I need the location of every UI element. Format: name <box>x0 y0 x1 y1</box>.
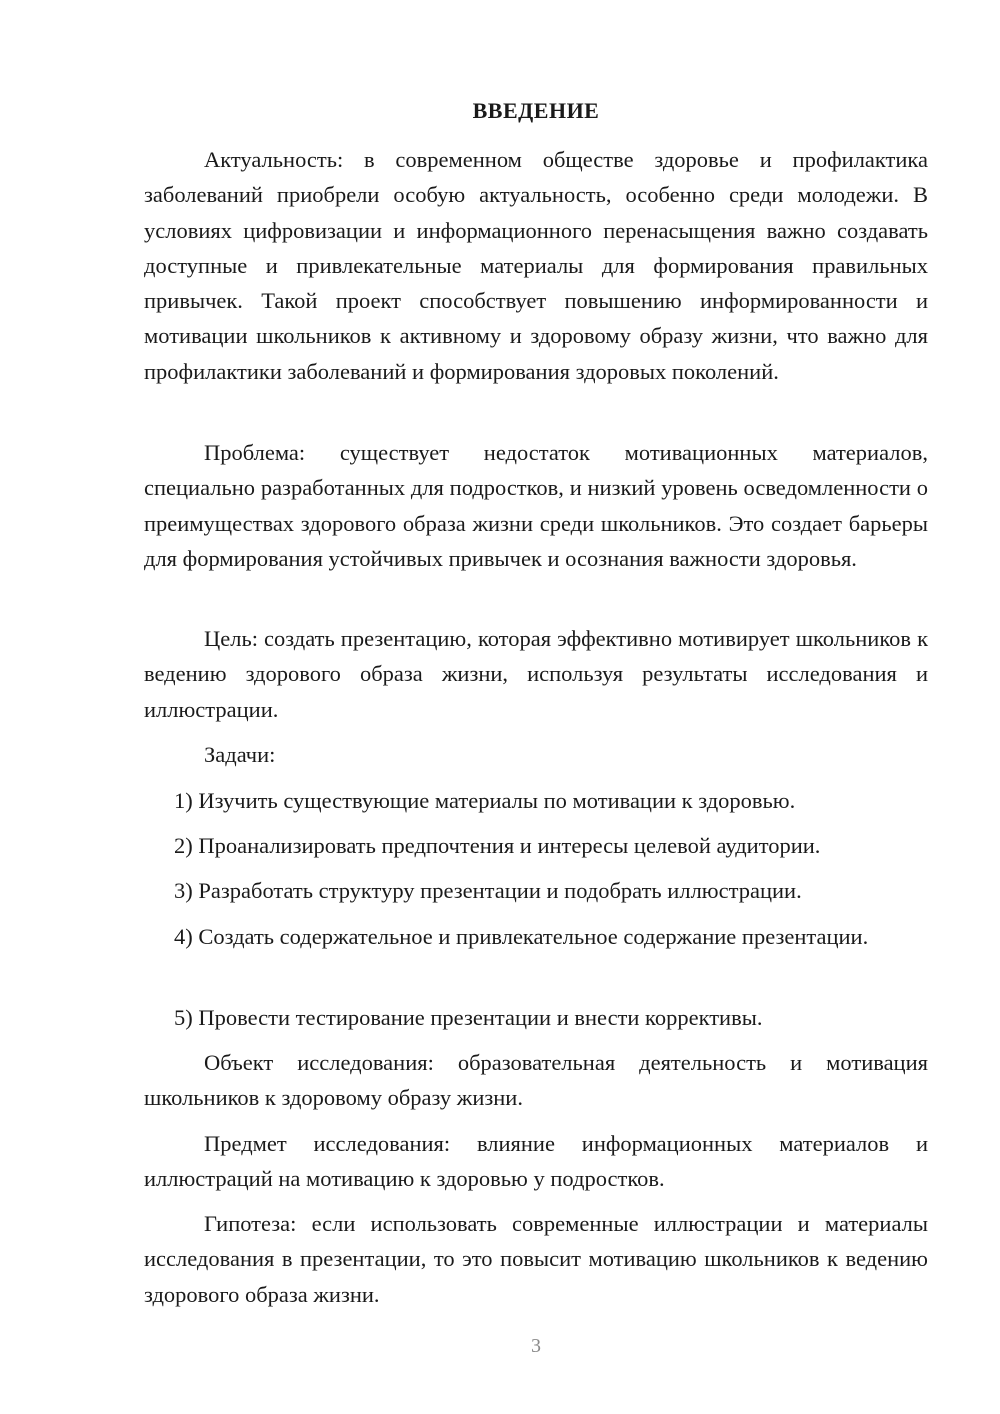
paragraph-hypothesis: Гипотеза: если использовать современные иллюстрации и материалы исследования в презентации, то это повысит мотивацию школьников к ведению здорового образа жизни. <box>144 1211 928 1307</box>
task-item-5: 5) Провести тестирование презентации и внести коррективы. <box>174 1005 763 1030</box>
task-item-4: 4) Создать содержательное и привлекательное содержание презентации. <box>174 924 869 949</box>
task-item-1: 1) Изучить существующие материалы по мотивации к здоровью. <box>174 788 796 813</box>
paragraph-problem: Проблема: существует недостаток мотивационных материалов, специально разработанных для подростков, и низкий уровень осведомленности о преимуществах здорового образа жизни среди школьников. Это создает барьеры для формирования устойчивых привычек и осознания важности здоровья. <box>144 440 928 571</box>
page-number: 3 <box>531 1335 541 1357</box>
paragraph-goal: Цель: создать презентацию, которая эффективно мотивирует школьников к ведению здорового образа жизни, используя результаты исследования и иллюстрации. <box>144 626 928 722</box>
paragraph-subject: Предмет исследования: влияние информационных материалов и иллюстраций на мотивацию к здоровью у подростков. <box>144 1131 928 1192</box>
task-item-3: 3) Разработать структуру презентации и подобрать иллюстрации. <box>174 878 802 903</box>
task-item-2: 2) Проанализировать предпочтения и интересы целевой аудитории. <box>174 833 821 858</box>
paragraph-object: Объект исследования: образовательная деятельность и мотивация школьников к здоровому образу жизни. <box>144 1050 928 1111</box>
tasks-heading: Задачи: <box>204 742 276 767</box>
paragraph-relevance: Актуальность: в современном обществе здоровье и профилактика заболеваний приобрели особую актуальность, особенно среди молодежи. В условиях цифровизации и информационного перенасыщения важно создавать доступные и привлекательные материалы для формирования правильных привычек. Такой проект способствует повышению информированности и мотивации школьников к активному и здоровому образу жизни, что важно для профилактики заболеваний и формирования здоровых поколений. <box>144 147 928 384</box>
page-title: ВВЕДЕНИЕ <box>472 98 600 123</box>
